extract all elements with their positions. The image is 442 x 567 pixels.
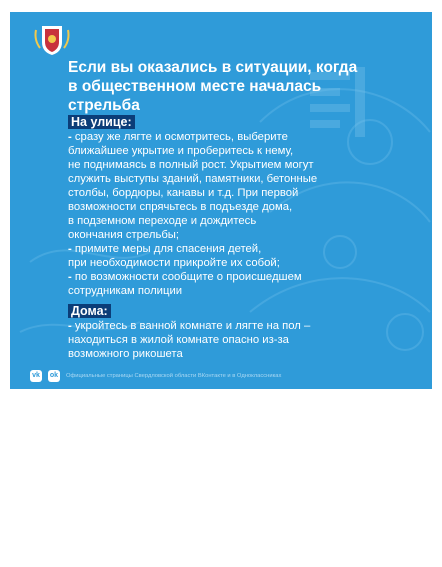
info-card — [10, 12, 432, 389]
text-line: при необходимости прикройте их собой; — [68, 257, 280, 269]
text-line: - по возможности сообщите о происшедшем — [68, 271, 302, 283]
text-line: не поднимаясь в полный рост. Укрытием могут — [68, 159, 314, 171]
section-home — [68, 304, 368, 361]
section-heading: Дома: — [68, 304, 111, 318]
text-line: столбы, бордюры, канавы и т.д. При первой — [68, 187, 299, 199]
page-title: Если вы оказались в ситуации, когда в общественном месте началась стрельба — [68, 59, 358, 114]
text-line: - сразу же лягте и осмотритесь, выберите — [68, 131, 288, 143]
regional-emblem-icon — [32, 22, 72, 58]
section-street — [68, 115, 368, 298]
text-line: сотрудникам полиции — [68, 285, 183, 297]
text-line: служить выступы зданий, памятники, бетонные — [68, 173, 318, 185]
vk-icon[interactable]: vk — [30, 370, 42, 382]
content — [68, 115, 368, 361]
text-line: возможности спрячьтесь в подъезде дома, — [68, 201, 293, 213]
text-line: находиться в жилой комнате опасно из-за — [68, 334, 289, 346]
text-line: - примите меры для спасения детей, — [68, 243, 262, 255]
section-heading: На улице: — [68, 115, 135, 129]
text-line: ближайшее укрытие и проберитесь к нему, — [68, 145, 294, 157]
text-line: окончания стрельбы; — [68, 229, 180, 241]
text-line: возможного рикошета — [68, 348, 183, 360]
ok-icon[interactable]: ok — [48, 370, 60, 382]
text-line: - укройтесь в ванной комнате и лягте на пол – — [68, 320, 311, 332]
text-line: в подземном переходе и дождитесь — [68, 215, 257, 227]
footer — [30, 369, 281, 383]
footer-text: Официальные страницы Свердловской области ВКонтакте и в Одноклассниках — [66, 373, 282, 379]
